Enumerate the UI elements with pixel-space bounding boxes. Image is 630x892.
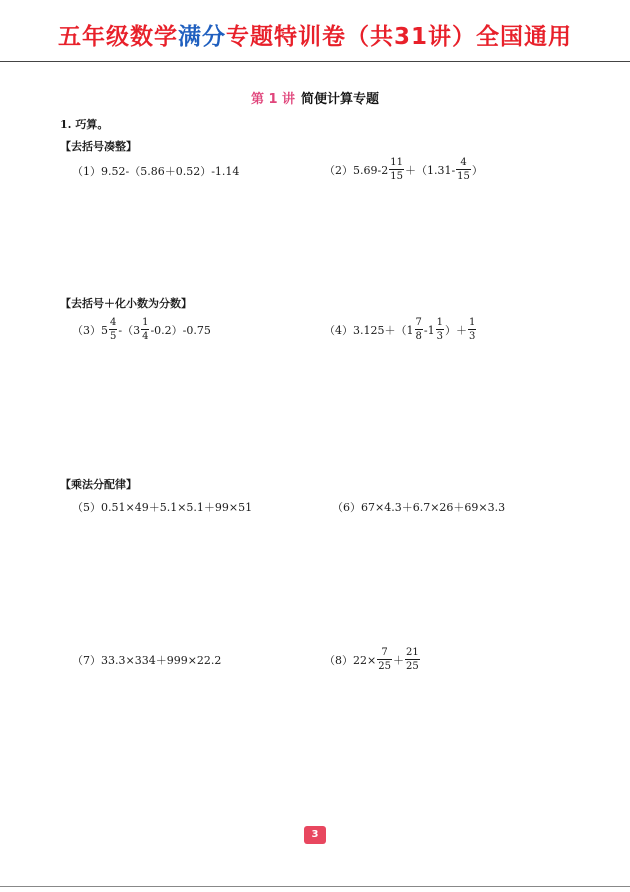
expression-part: ）＋ (444, 323, 467, 337)
numerator: 7 (381, 647, 388, 658)
problem-label: （2） (324, 163, 353, 177)
problem-label: （5） (72, 501, 101, 514)
problem-5 (72, 502, 252, 513)
lesson-title: 简便计算专题 (301, 92, 380, 107)
numerator: 1 (468, 317, 476, 328)
problem-label: （4） (324, 323, 353, 337)
denominator: 4 (142, 331, 149, 342)
denominator: 3 (436, 331, 443, 342)
banner-title-part1: 五年级数学 (57, 24, 178, 50)
numerator: 4 (460, 157, 467, 168)
denominator: 15 (457, 171, 470, 182)
expression-part: -1 (423, 323, 435, 337)
page-number-badge: 3 (304, 826, 326, 844)
expression-part: 5 (101, 323, 108, 337)
denominator: 3 (468, 331, 476, 342)
lesson-heading (0, 88, 630, 107)
fraction (456, 158, 471, 182)
problem-2 (324, 158, 483, 182)
expression-part: 5.69-2 (353, 163, 389, 177)
expression-part: ） (471, 163, 483, 177)
problem-expression: 67×4.3＋6.7×26＋69×3.3 (361, 501, 506, 514)
problem-expression: 9.52-（5.86＋0.52）-1.14 (101, 165, 240, 178)
fraction (405, 648, 420, 672)
denominator: 25 (405, 661, 419, 672)
question-heading: 1. 巧算。 (60, 118, 109, 131)
problem-label: （3） (72, 323, 101, 337)
problem-label: （1） (72, 165, 101, 178)
header-rule (0, 61, 630, 62)
problem-7 (72, 655, 221, 666)
problem-4 (324, 318, 477, 342)
banner-title-part3: 专题特训卷（共31讲）全国通用 (225, 24, 572, 50)
problem-label: （8） (324, 653, 353, 667)
fraction (389, 158, 404, 182)
lesson-number: 第 1 讲 (250, 92, 296, 107)
banner-title-part2: 满分 (177, 24, 226, 50)
expression-part: ＋ (392, 653, 404, 667)
header-banner (0, 0, 630, 60)
numerator: 4 (110, 317, 117, 328)
numerator: 1 (436, 317, 443, 328)
problem-6 (332, 502, 505, 513)
numerator: 11 (390, 157, 403, 168)
section-title-2: 【去括号＋化小数为分数】 (60, 297, 192, 310)
fraction (377, 648, 392, 672)
footer-rule (0, 886, 630, 887)
expression-part: 3.125＋（1 (353, 323, 414, 337)
denominator: 5 (110, 331, 117, 342)
fraction (436, 318, 444, 342)
expression-part: -（3 (118, 323, 141, 337)
expression-part: ＋（1.31- (404, 163, 456, 177)
section-title-3: 【乘法分配律】 (60, 478, 137, 491)
fraction (109, 318, 117, 342)
problem-3 (72, 318, 211, 342)
problem-1 (72, 166, 239, 177)
expression-part: 22× (353, 653, 377, 667)
numerator: 7 (415, 317, 422, 328)
expression-part: -0.2）-0.75 (150, 323, 211, 337)
numerator: 21 (405, 647, 419, 658)
section-title-1: 【去括号凑整】 (60, 140, 137, 153)
problem-label: （6） (332, 501, 361, 514)
denominator: 15 (390, 171, 403, 182)
denominator: 25 (378, 661, 391, 672)
problem-label: （7） (72, 654, 101, 667)
fraction (468, 318, 476, 342)
problem-8 (324, 648, 421, 672)
banner-title (0, 18, 630, 51)
problem-expression: 33.3×334＋999×22.2 (101, 654, 222, 667)
problem-expression: 0.51×49＋5.1×5.1＋99×51 (101, 501, 253, 514)
numerator: 1 (142, 317, 149, 328)
denominator: 8 (415, 331, 422, 342)
fraction (415, 318, 423, 342)
fraction (141, 318, 149, 342)
